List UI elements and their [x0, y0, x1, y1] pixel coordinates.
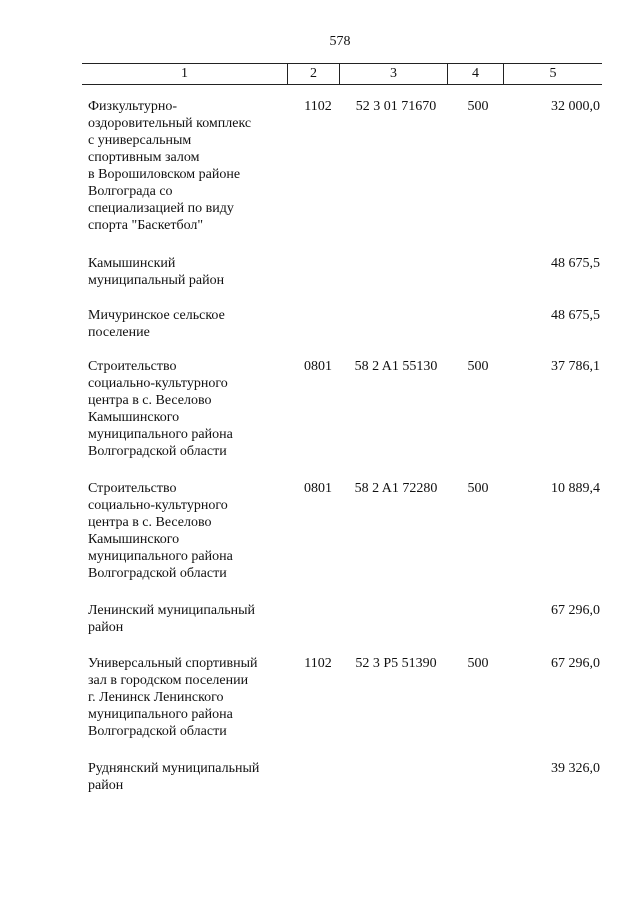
column-header-4: 4 [448, 64, 504, 84]
row-article: 58 2 A1 72280 [354, 481, 438, 496]
column-header-row [82, 63, 602, 85]
row-amount: 37 786,1 [551, 359, 600, 374]
row-type: 500 [467, 656, 489, 671]
row-section: 1102 [304, 656, 332, 671]
row-section: 0801 [304, 481, 332, 496]
row-type: 500 [467, 359, 489, 374]
row-article: 52 3 01 71670 [355, 99, 437, 114]
row-amount: 48 675,5 [551, 308, 600, 323]
row-amount: 10 889,4 [551, 481, 600, 496]
row-amount: 48 675,5 [551, 256, 600, 271]
row-name: Строительство социально-культурного центра в с. Веселово Камышинского муниципального района Волгоградской области [88, 481, 233, 581]
row-name: Ленинский муниципальный район [88, 603, 256, 635]
row-type: 500 [467, 481, 489, 496]
page-number: 578 [329, 34, 351, 49]
row-section: 1102 [304, 99, 332, 114]
row-amount: 32 000,0 [551, 99, 600, 114]
row-amount: 67 296,0 [551, 656, 600, 671]
row-name: Камышинский муниципальный район [88, 256, 225, 288]
row-amount: 39 326,0 [551, 761, 600, 776]
column-header-1: 1 [82, 64, 288, 84]
row-name: Универсальный спортивный зал в городском поселении г. Ленинск Ленинского муниципального района Волгоградской области [88, 656, 258, 739]
row-name: Физкультурно- оздоровительный комплекс с универсальным спортивным залом в Ворошиловском районе Волгограда со специализацией по виду спорта "Баскетбол" [88, 99, 252, 233]
column-header-3: 3 [340, 64, 448, 84]
row-section: 0801 [304, 359, 332, 374]
row-article: 58 2 A1 55130 [354, 359, 438, 374]
row-amount: 67 296,0 [551, 603, 600, 618]
row-name: Строительство социально-культурного центра в с. Веселово Камышинского муниципального района Волгоградской области [88, 359, 233, 459]
row-article: 52 3 P5 51390 [355, 656, 437, 671]
row-type: 500 [467, 99, 489, 114]
row-name: Мичуринское сельское поселение [88, 308, 225, 340]
row-name: Руднянский муниципальный район [88, 761, 260, 793]
column-header-5: 5 [549, 66, 557, 81]
column-header-2: 2 [288, 64, 340, 84]
